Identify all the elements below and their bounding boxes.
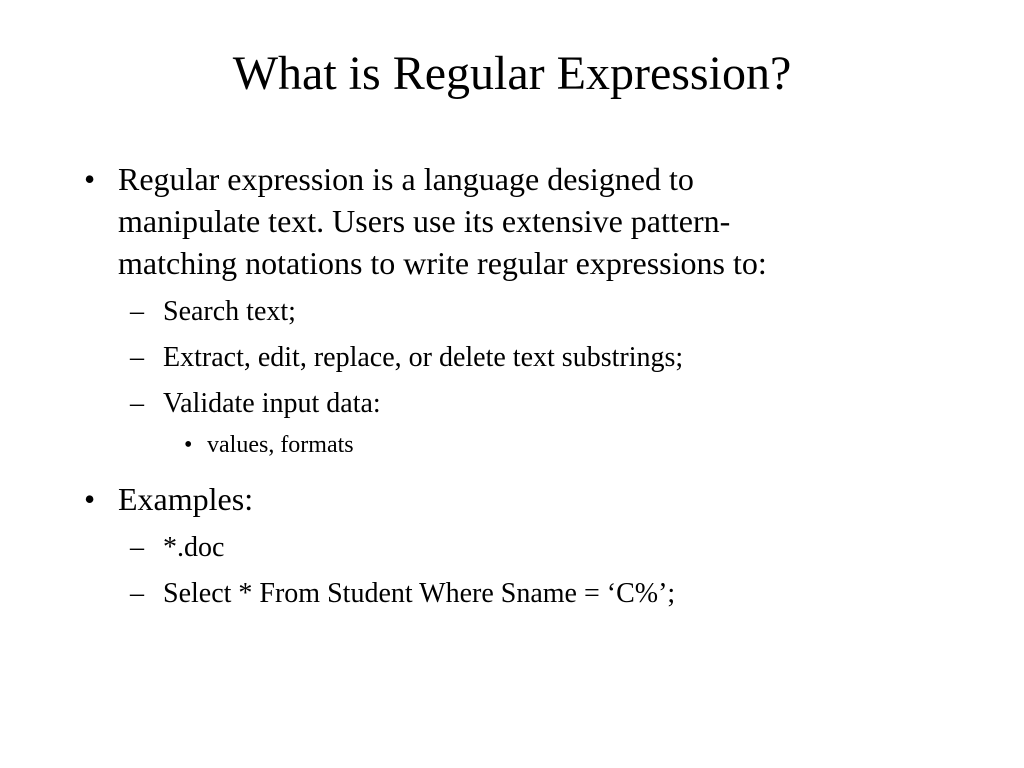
bullet-line: manipulate text. Users use its extensive pattern- <box>118 203 731 239</box>
bullet-line: Regular expression is a language designed to <box>118 161 694 197</box>
sub-sub-bullet-item <box>84 430 944 460</box>
dash-marker: – <box>130 388 144 419</box>
dash-marker: – <box>130 578 144 609</box>
slide-body <box>84 158 944 612</box>
sub-bullet-item <box>84 294 944 330</box>
sub-bullet-text: Extract, edit, replace, or delete text substrings; <box>163 342 684 373</box>
spacer <box>84 460 944 478</box>
sub-bullet-item <box>84 386 944 422</box>
sub-bullet-text: Validate input data: <box>163 388 381 419</box>
dash-marker: – <box>130 342 144 373</box>
bullet-marker: • <box>184 432 193 458</box>
dash-marker: – <box>130 532 144 563</box>
bullet-item <box>84 158 944 284</box>
sub-bullet-text: Search text; <box>163 296 296 327</box>
sub-bullet-item <box>84 530 944 566</box>
sub-bullet-item <box>84 340 944 376</box>
dash-marker: – <box>130 296 144 327</box>
slide-title: What is Regular Expression? <box>232 47 792 100</box>
sub-bullet-text: Select * From Student Where Sname = ‘C%’; <box>163 578 676 609</box>
bullet-marker: • <box>84 161 96 197</box>
bullet-line: Examples: <box>118 481 254 517</box>
bullet-line: matching notations to write regular expressions to: <box>118 245 767 281</box>
sub-sub-bullet-text: values, formats <box>207 432 354 458</box>
bullet-marker: • <box>84 481 96 517</box>
sub-bullet-item <box>84 576 944 612</box>
sub-bullet-text: *.doc <box>163 532 225 563</box>
bullet-item <box>84 478 944 520</box>
